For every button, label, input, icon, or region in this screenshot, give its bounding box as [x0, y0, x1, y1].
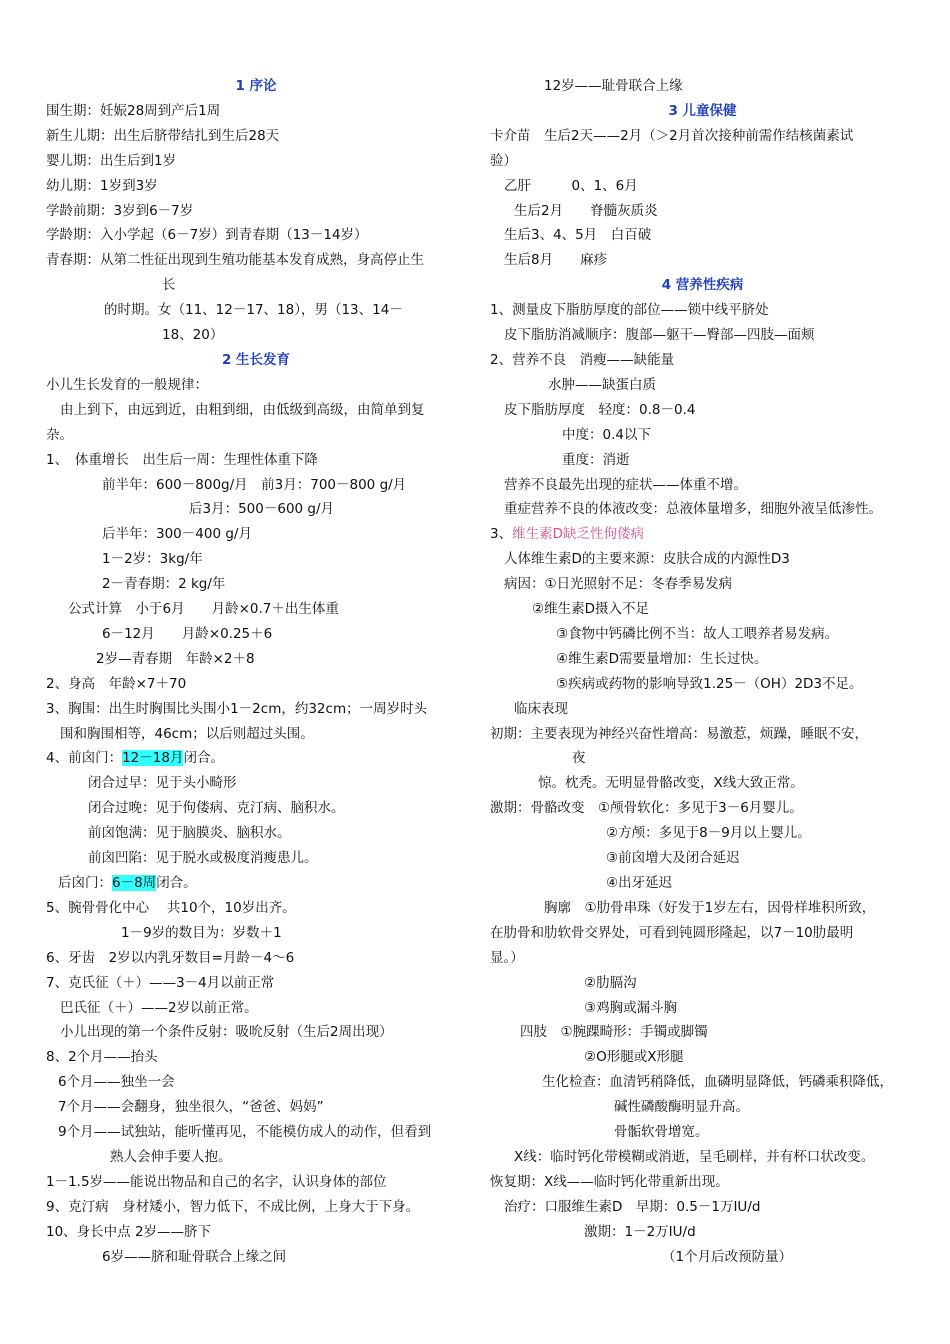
text-line [46, 1195, 466, 1220]
line-text: 卡介苗 生后2天——2月（＞2月首次接种前需作结核菌素试 [490, 127, 854, 144]
line-text: 生化检查：血清钙稍降低，血磷明显降低，钙磷乘积降低， [542, 1074, 893, 1091]
text-line [46, 149, 466, 174]
text-line [46, 199, 466, 224]
line-text: 5、腕骨骨化中心 共10个，10岁出齐。 [46, 899, 296, 916]
line-text: 在肋骨和肋软骨交界处，可看到钝圆形隆起，以7－10肋最明 [490, 924, 854, 941]
text-line [490, 572, 915, 597]
line-text: 学龄期：入小学起（6－7岁）到青春期（13－14岁） [46, 227, 368, 244]
line-text: 治疗：口服维生素D 早期：0.5－1万IU/d [504, 1198, 761, 1215]
text-line [490, 473, 915, 498]
text-line [46, 547, 466, 572]
text-line [46, 746, 466, 771]
text-line [46, 423, 466, 448]
line-text: （1个月后改预防量） [662, 1248, 793, 1265]
line-text: 由上到下，由远到近，由粗到细，由低级到高级，由简单到复 [60, 401, 425, 418]
line-text: 营养不良最先出现的症状——体重不增。 [504, 476, 747, 493]
line-text: 3、胸围：出生时胸围比头围小1－2cm，约32cm；一周岁时头 [46, 700, 428, 717]
text-line [490, 248, 915, 273]
line-text: 新生儿期：出生后脐带结扎到生后28天 [46, 127, 280, 144]
text-line [46, 1120, 466, 1145]
line-text: 小儿生长发育的一般规律： [46, 376, 208, 393]
line-text: 1、 体重增长 出生后一周：生理性体重下降 [46, 451, 318, 468]
line-text: 2－青春期：2 kg/年 [102, 576, 226, 593]
text-line [490, 398, 915, 423]
line-text: 验） [490, 152, 517, 169]
subsection-title: 维生素D缺乏性佝偻病 [512, 526, 644, 543]
text-line [46, 622, 466, 647]
line-text: 胸廓 ①肋骨串珠（好发于1岁左右，因骨样堆积所致， [544, 899, 876, 916]
line-text: ②O形腿或X形腿 [584, 1049, 684, 1066]
line-text: 青春期：从第二性征出现到生殖功能基本发育成熟，身高停止生 [46, 252, 424, 269]
line-text: 长 [162, 277, 176, 294]
line-text: 1－2岁：3kg/年 [102, 551, 203, 568]
line-text: 10、身长中点 2岁——脐下 [46, 1223, 212, 1240]
section-heading: 4 营养性疾病 [661, 277, 744, 294]
line-text: 12岁——耻骨联合上缘 [544, 78, 683, 94]
text-line [490, 423, 915, 448]
line-text: ③前囟增大及闭合延迟 [606, 850, 740, 867]
line-text: 恢复期：X线——临时钙化带重新出现。 [490, 1173, 729, 1190]
line-text: 生后2月 脊髓灰质炎 [514, 202, 658, 219]
line-text: 围生期：妊娠28周到产后1周 [46, 102, 221, 119]
text-line [46, 597, 466, 622]
text-line [490, 348, 915, 373]
text-line [46, 672, 466, 697]
line-text: 4、前囟门： [46, 750, 123, 767]
text-line [490, 846, 915, 871]
text-line [46, 697, 466, 722]
line-text: 生后8月 麻疹 [504, 252, 608, 269]
text-line [490, 921, 915, 946]
text-line [46, 448, 466, 473]
line-text: 7个月——会翻身，独坐很久，“爸爸、妈妈” [58, 1099, 324, 1116]
line-text: 激期：骨骼改变 ①颅骨软化：多见于3－6月婴儿。 [490, 800, 803, 817]
line-text: ④维生素D需要量增加：生长过快。 [556, 650, 768, 667]
text-line [46, 497, 466, 522]
text-line [46, 1020, 466, 1045]
text-line [46, 796, 466, 821]
line-text: 学龄前期：3岁到6－7岁 [46, 202, 194, 219]
text-line [46, 722, 466, 747]
text-line [490, 1120, 915, 1145]
line-text: 激期：1－2万IU/d [584, 1223, 696, 1240]
text-line [490, 174, 915, 199]
text-line [490, 199, 915, 224]
line-text: 熟人会伸手要人抱。 [110, 1148, 232, 1165]
text-line [46, 398, 466, 423]
line-text: 中度：0.4以下 [562, 426, 651, 443]
text-line [46, 1170, 466, 1195]
line-text: 惊。枕秃。无明显骨骼改变，X线大致正常。 [538, 775, 804, 792]
text-line [490, 746, 915, 771]
line-text: 围和胸围相等，46cm；以后则超过头围。 [60, 725, 314, 742]
text-line [46, 298, 466, 323]
text-line [490, 597, 915, 622]
line-text: 9、克汀病 身材矮小，智力低下，不成比例，上身大于下身。 [46, 1198, 420, 1215]
text-line [490, 971, 915, 996]
text-line [490, 771, 915, 796]
line-text: ③鸡胸或漏斗胸 [584, 999, 678, 1016]
text-line [46, 572, 466, 597]
line-text: 后囟门： [58, 875, 112, 891]
line-text: 杂。 [46, 426, 73, 443]
text-line [46, 248, 466, 273]
line-text-tail: 闭合。 [156, 875, 197, 891]
text-line [46, 323, 466, 348]
line-text: 9个月——试独站，能听懂再见，不能模仿成人的动作，但看到 [58, 1124, 432, 1141]
text-line [490, 796, 915, 821]
text-line [490, 1170, 915, 1195]
text-line [490, 647, 915, 672]
line-text: ⑤疾病或药物的影响导致1.25－（OH）2D3不足。 [556, 675, 863, 692]
line-text: 初期：主要表现为神经兴奋性增高：易激惹，烦躁，睡眠不安， [490, 725, 868, 742]
text-line [46, 946, 466, 971]
line-text: 前囟凹陷：见于脱水或极度消瘦患儿。 [88, 850, 318, 867]
text-line [46, 821, 466, 846]
text-line [46, 921, 466, 946]
line-text: 皮下脂肪消减顺序：腹部—躯干—臀部—四肢—面颊 [504, 327, 815, 344]
text-line [46, 1245, 466, 1270]
text-line [46, 1070, 466, 1095]
text-line [46, 1220, 466, 1245]
line-text: 幼儿期：1岁到3岁 [46, 177, 158, 194]
section-heading: 1 序论 [235, 78, 277, 94]
line-text: 水肿——缺蛋白质 [548, 376, 656, 393]
text-line [490, 298, 915, 323]
line-text: 的时期。女（11、12－17、18），男（13、14－ [104, 302, 403, 319]
text-line [490, 124, 915, 149]
line-text: X线：临时钙化带模糊或消逝，呈毛刷样，并有杯口状改变。 [514, 1148, 875, 1165]
line-text: 前囟饱满：见于脑膜炎、脑积水。 [88, 825, 291, 842]
line-text: 3、 [490, 526, 513, 543]
text-line [46, 174, 466, 199]
text-line [46, 871, 466, 896]
text-line [46, 1145, 466, 1170]
text-line [46, 647, 466, 672]
section-heading: 3 儿童保健 [668, 102, 737, 119]
line-text: 显。） [490, 949, 524, 966]
line-text: 皮下脂肪厚度 轻度：0.8－0.4 [504, 401, 696, 418]
text-line [490, 1020, 915, 1045]
line-text: 小儿出现的第一个条件反射：吸吮反射（生后2周出现） [60, 1024, 393, 1041]
text-line [490, 1245, 915, 1270]
right-column [490, 74, 915, 1270]
text-line [490, 1195, 915, 1220]
text-line [46, 771, 466, 796]
line-text: 夜 [572, 750, 586, 767]
line-text: 1－1.5岁——能说出物品和自己的名字，认识身体的部位 [46, 1173, 387, 1190]
line-text: ④出牙延迟 [606, 875, 673, 891]
line-text: 闭合过晚：见于佝偻病、克汀病、脑积水。 [88, 800, 345, 817]
text-line [490, 497, 915, 522]
line-text: 碱性磷酸酶明显升高。 [614, 1099, 749, 1116]
line-text: 后3月：500－600 g/月 [189, 501, 335, 518]
left-column [46, 74, 466, 1270]
line-text: 7、克氏征（＋）——3－4月以前正常 [46, 974, 275, 991]
text-line [46, 971, 466, 996]
line-text: 骨骺软骨增宽。 [614, 1124, 709, 1141]
text-line [490, 821, 915, 846]
line-text: ③食物中钙磷比例不当：故人工喂养者易发病。 [556, 625, 839, 642]
text-line [46, 896, 466, 921]
line-text: 6－12月 月龄×0.25＋6 [102, 625, 273, 642]
text-line [490, 547, 915, 572]
text-line [46, 473, 466, 498]
line-text: 2、营养不良 消瘦——缺能量 [490, 351, 675, 368]
section-heading: 2 生长发育 [221, 351, 291, 368]
line-text: 公式计算 小于6月 月龄×0.7＋出生体重 [68, 601, 339, 618]
line-text: 8、2个月——抬头 [46, 1049, 158, 1066]
line-text: 后半年：300－400 g/月 [102, 526, 252, 543]
line-text: 乙肝 0、1、6月 [504, 177, 638, 194]
line-text: ②维生素D摄入不足 [532, 601, 649, 618]
line-text: 临床表现 [514, 700, 568, 717]
text-line [46, 1095, 466, 1120]
line-text: 婴儿期：出生后到1岁 [46, 152, 177, 169]
text-line [46, 124, 466, 149]
line-text-tail: 闭合。 [183, 750, 224, 767]
text-line [490, 996, 915, 1021]
text-line [490, 896, 915, 921]
line-text: 前半年：600－800g/月 前3月：700－800 g/月 [102, 476, 407, 493]
text-line [46, 223, 466, 248]
text-line [490, 1220, 915, 1245]
text-line [490, 722, 915, 747]
line-text: 闭合过早：见于头小畸形 [88, 775, 237, 792]
text-line [46, 1045, 466, 1070]
text-line [46, 373, 466, 398]
text-line [46, 99, 466, 124]
line-text: 重度：消逝 [562, 451, 630, 468]
text-line [490, 871, 915, 896]
line-text: 1－9岁的数目为：岁数＋1 [121, 924, 282, 941]
text-line [490, 622, 915, 647]
text-line [46, 996, 466, 1021]
line-text: 18、20） [162, 327, 224, 344]
line-text: 生后3、4、5月 白百破 [504, 227, 652, 244]
line-text: 巴氏征（＋）——2岁以前正常。 [60, 999, 258, 1016]
text-line [490, 1145, 915, 1170]
text-line [490, 522, 915, 547]
line-text: 6个月——独坐一会 [58, 1074, 175, 1091]
line-text: 2岁—青春期 年龄×2＋8 [96, 650, 255, 667]
text-line [490, 1045, 915, 1070]
line-text: 四肢 ①腕踝畸形：手镯或脚镯 [520, 1024, 708, 1041]
text-line [490, 697, 915, 722]
line-text: 6岁——脐和耻骨联合上缘之间 [102, 1248, 287, 1265]
text-line [490, 448, 915, 473]
line-text: 重症营养不良的体液改变：总液体量增多，细胞外液呈低渗性。 [504, 501, 882, 518]
line-text: ②肋膈沟 [584, 974, 637, 991]
text-line [46, 273, 466, 298]
line-text: 病因：①日光照射不足：冬春季易发病 [504, 576, 733, 593]
text-line [490, 1070, 915, 1095]
text-line [490, 223, 915, 248]
text-line [490, 323, 915, 348]
line-text: 人体维生素D的主要来源：皮肤合成的内源性D3 [504, 551, 790, 568]
text-line [46, 846, 466, 871]
highlighted-text: 6－8周 [112, 875, 157, 891]
line-text: 1、测量皮下脂肪厚度的部位——锁中线平脐处 [490, 302, 769, 319]
line-text: ②方颅：多见于8－9月以上婴儿。 [606, 825, 811, 842]
text-line [490, 149, 915, 174]
text-line [490, 74, 915, 99]
text-line [490, 672, 915, 697]
line-text: 2、身高 年龄×7＋70 [46, 675, 187, 692]
text-line [490, 1095, 915, 1120]
text-line [490, 946, 915, 971]
highlighted-text: 12－18月 [122, 750, 184, 767]
line-text: 6、牙齿 2岁以内乳牙数目=月龄－4～6 [46, 949, 295, 966]
text-line [46, 522, 466, 547]
text-line [490, 373, 915, 398]
